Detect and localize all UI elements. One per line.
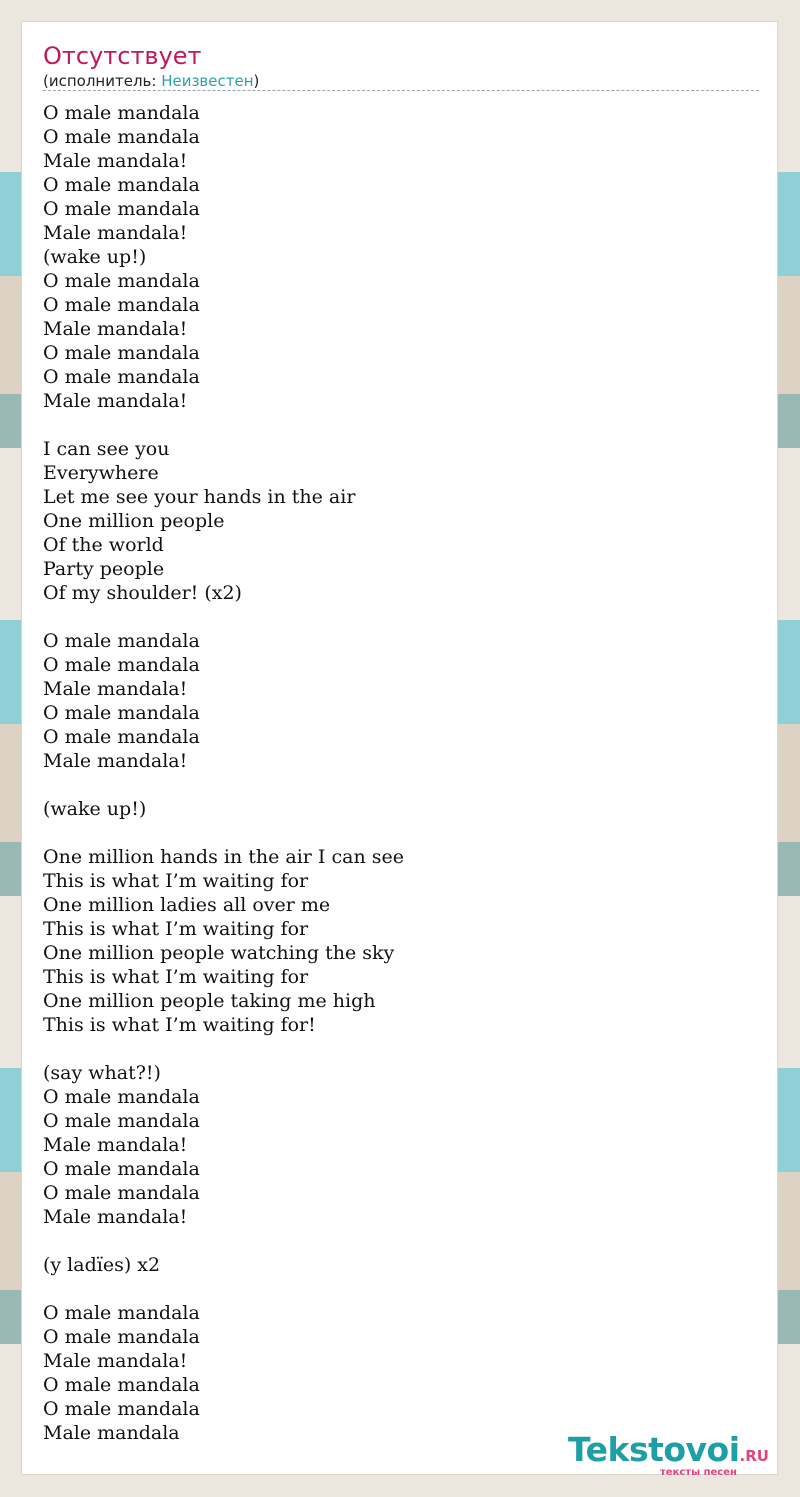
artist-prefix: (исполнитель: bbox=[43, 72, 162, 90]
artist-link[interactable]: Неизвестен bbox=[161, 72, 254, 90]
logo-tld: .RU bbox=[739, 1447, 769, 1465]
song-title: Отсутствует bbox=[43, 42, 202, 70]
logo-tagline: тексты песен bbox=[660, 1467, 737, 1478]
artist-suffix: ) bbox=[253, 72, 260, 90]
artist-line bbox=[43, 72, 259, 90]
lyrics-card bbox=[21, 21, 778, 1478]
site-logo[interactable] bbox=[568, 1430, 769, 1478]
lyrics-text: O male mandala O male mandala Male mandala! O male mandala O male mandala Male mandala! (wake up!) O male mandala O male mandala Male mandala! O male mandala O male mandala Male mandala! I can see you Everywhere Let me see your hands in the air One million people Of the world Party people Of my shoulder! (x2) O male mandala O male mandala Male mandala! O male mandala O male mandala Male mandala! (wake up!) One million hands in the air I can see This is what I’m waiting for One million ladies all over me This is what I’m waiting for One million people watching the sky This is what I’m waiting for One million people taking me high This is what I’m waiting for! (say what?!) O male mandala O male mandala Male mandala! O male mandala O male mandala Male mandala! (y ladïes) x2 O male mandala O male mandala Male mandala! O male mandala O male mandala Male mandala bbox=[43, 102, 404, 1444]
title-divider bbox=[43, 90, 759, 91]
logo-name: Tekstovoi bbox=[568, 1430, 740, 1469]
